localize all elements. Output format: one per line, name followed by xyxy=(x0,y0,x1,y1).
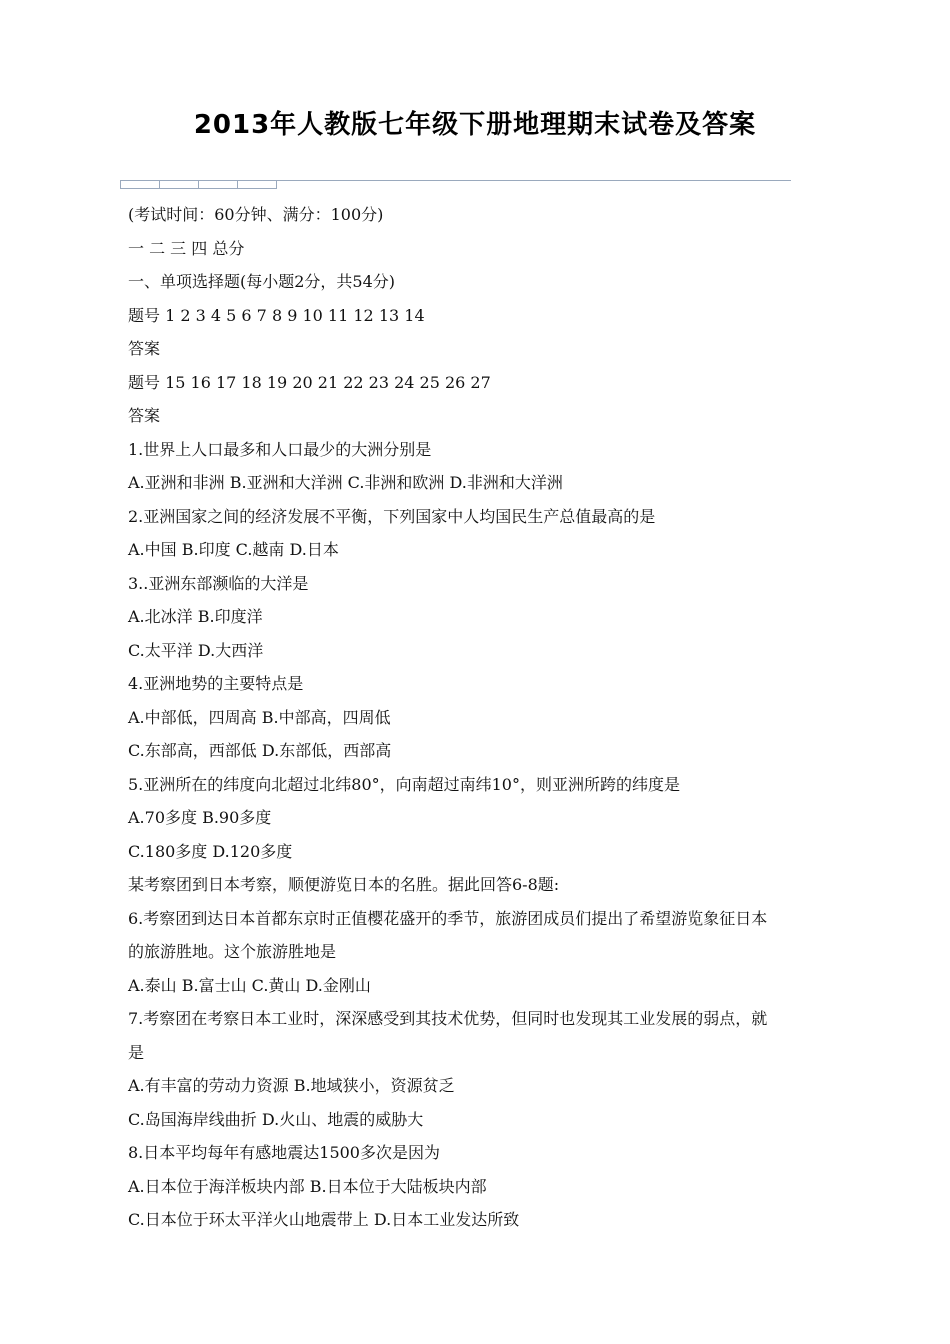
answer-table-row: 题号 1 2 3 4 5 6 7 8 9 10 11 12 13 14 xyxy=(128,305,425,325)
question-options: C.东部高，西部低 D.东部低，西部高 xyxy=(128,741,392,760)
question-options: A.北冰洋 B.印度洋 xyxy=(128,607,263,626)
answer-table-row: 答案 xyxy=(128,339,161,358)
question-options: C.太平洋 D.大西洋 xyxy=(128,640,264,660)
question-options: A.亚洲和非洲 B.亚洲和大洋洲 C.非洲和欧洲 D.非洲和大洋洲 xyxy=(128,473,563,492)
document-title: 2013年人教版七年级下册地理期末试卷及答案 xyxy=(193,110,757,140)
header-tab-mark xyxy=(159,181,199,189)
question-text: 是 xyxy=(128,1042,145,1062)
answer-table-row: 题号 15 16 17 18 19 20 21 22 23 24 25 26 27 xyxy=(128,372,491,392)
answer-table-row: 答案 xyxy=(128,406,161,425)
header-tab-mark xyxy=(120,181,160,189)
question-text: 7.考察团在考察日本工业时，深深感受到其技术优势，但同时也发现其工业发展的弱点，就 xyxy=(128,1009,768,1028)
question-options: A.中部低，四周高 B.中部高，四周低 xyxy=(128,707,391,727)
question-text: 1.世界上人口最多和人口最少的大洲分别是 xyxy=(128,439,432,459)
question-text: 的旅游胜地。这个旅游胜地是 xyxy=(128,942,337,961)
question-text: 4.亚洲地势的主要特点是 xyxy=(128,674,304,693)
document-body xyxy=(128,198,868,1237)
question-options: A.泰山 B.富士山 C.黄山 D.金刚山 xyxy=(128,975,371,995)
header-tab-mark xyxy=(237,181,277,189)
question-options: A.中国 B.印度 C.越南 D.日本 xyxy=(128,540,339,559)
section-heading: 一、单项选择题(每小题2分，共54分) xyxy=(128,272,396,291)
question-options: C.日本位于环太平洋火山地震带上 D.日本工业发达所致 xyxy=(128,1210,520,1229)
question-text: 6.考察团到达日本首都东京时正值樱花盛开的季节，旅游团成员们提出了希望游览象征日本 xyxy=(128,908,768,928)
question-text: 2.亚洲国家之间的经济发展不平衡，下列国家中人均国民生产总值最高的是 xyxy=(128,506,656,526)
question-options: C.180多度 D.120多度 xyxy=(128,841,293,861)
question-group-intro: 某考察团到日本考察，顺便游览日本的名胜。据此回答6-8题: xyxy=(128,875,560,894)
header-tab-mark xyxy=(198,181,238,189)
question-text: 8.日本平均每年有感地震达1500多次是因为 xyxy=(128,1143,440,1162)
score-table-header: 一 二 三 四 总分 xyxy=(128,238,245,258)
question-options: A.日本位于海洋板块内部 B.日本位于大陆板块内部 xyxy=(128,1176,487,1196)
question-options: C.岛国海岸线曲折 D.火山、地震的威胁大 xyxy=(128,1109,424,1129)
header-tab-marks xyxy=(120,181,276,190)
question-text: 5.亚洲所在的纬度向北超过北纬80°，向南超过南纬10°，则亚洲所跨的纬度是 xyxy=(128,774,680,794)
question-options: A.有丰富的劳动力资源 B.地域狭小，资源贫乏 xyxy=(128,1076,455,1095)
question-options: A.70多度 B.90多度 xyxy=(128,808,272,827)
question-text: 3..亚洲东部濒临的大洋是 xyxy=(128,573,309,593)
exam-info: (考试时间：60分钟、满分：100分) xyxy=(128,205,384,224)
